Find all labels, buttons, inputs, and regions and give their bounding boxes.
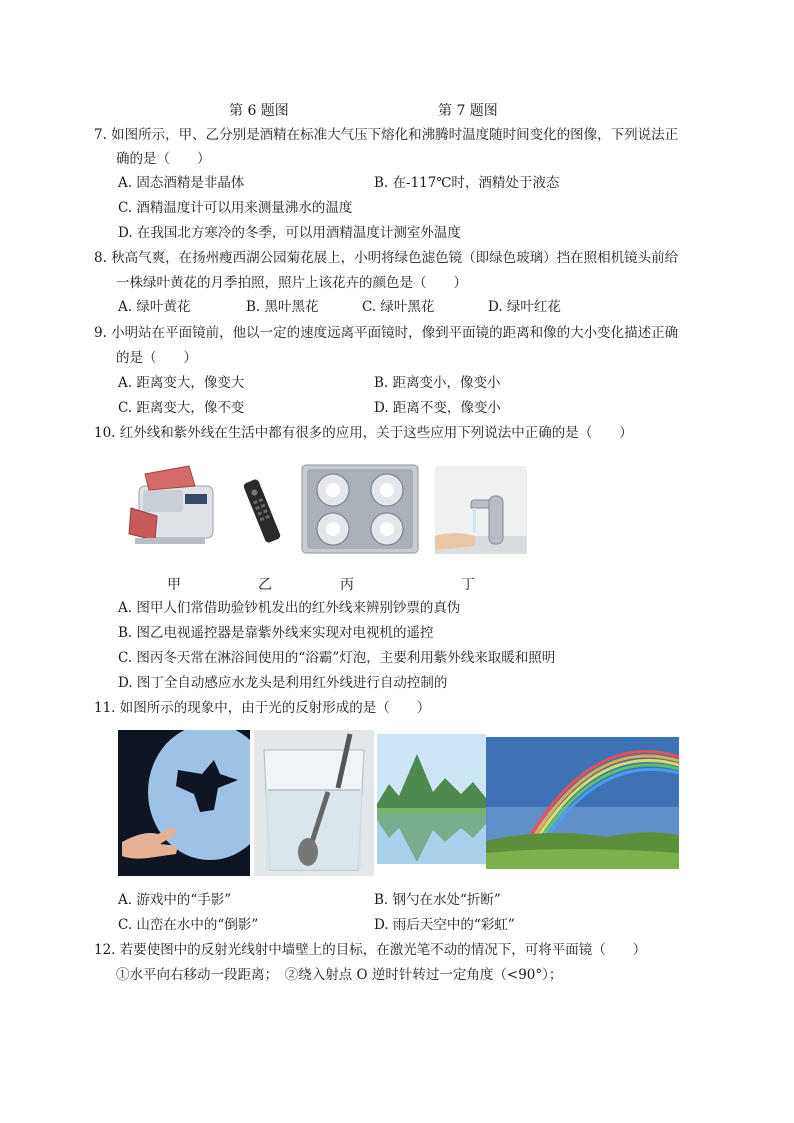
q9-stem-line2: 的是（ ） (116, 350, 197, 366)
q7-option-b: B. 在-117℃时，酒精处于液态 (374, 175, 560, 191)
q10-label-ding: 丁 (461, 577, 475, 593)
q7-option-a: A. 固态酒精是非晶体 (118, 175, 245, 191)
q11-option-c: C. 山峦在水中的“倒影” (118, 917, 259, 933)
q7-option-d: D. 在我国北方寒冷的冬季，可以用酒精温度计测室外温度 (118, 225, 461, 241)
rainbow-image (486, 737, 679, 869)
q11-stem: 11. 如图所示的现象中，由于光的反射形成的是（ ） (94, 700, 431, 716)
q10-option-b: B. 图乙电视遥控器是靠紫外线来实现对电视机的遥控 (118, 625, 434, 641)
q10-option-d: D. 图丁全自动感应水龙头是利用红外线进行自动控制的 (118, 675, 448, 691)
sensor-faucet-image (435, 466, 527, 554)
bath-heater-image (298, 463, 422, 556)
q7-stem-line2: 确的是（ ） (116, 151, 211, 167)
currency-counter-image (125, 460, 221, 552)
figure-7-caption: 第 7 题图 (438, 103, 498, 119)
q8-option-b: B. 黑叶黑花 (246, 299, 319, 315)
q8-option-c: C. 绿叶黑花 (362, 299, 435, 315)
mountain-reflection-image (377, 734, 486, 864)
q11-option-d: D. 雨后天空中的“彩虹” (374, 917, 515, 933)
q10-option-c: C. 图丙冬天常在淋浴间使用的“浴霸”灯泡，主要利用紫外线来取暖和照明 (118, 650, 556, 666)
q9-option-a: A. 距离变大，像变大 (118, 375, 245, 391)
figure-6-caption: 第 6 题图 (229, 103, 289, 119)
q12-subline: ①水平向右移动一段距离； ②绕入射点 O 逆时针转过一定角度（<90°）； (116, 967, 563, 983)
q8-option-d: D. 绿叶红花 (488, 299, 561, 315)
q9-stem-line1: 9. 小明站在平面镜前，他以一定的速度远离平面镜时，像到平面镜的距离和像的大小变化描述正确 (94, 325, 679, 341)
q11-option-b: B. 钢勺在水处“折断” (374, 892, 501, 908)
q7-option-c: C. 酒精温度计可以用来测量沸水的温度 (118, 200, 353, 216)
remote-control-image (234, 477, 290, 545)
q11-option-a: A. 游戏中的“手影” (118, 892, 232, 908)
q10-label-jia: 甲 (167, 577, 181, 593)
q7-stem-line1: 7. 如图所示，甲、乙分别是酒精在标准大气压下熔化和沸腾时温度随时间变化的图像，下列说法正 (94, 127, 679, 143)
q8-stem-line2: 一株绿叶黄花的月季拍照，照片上该花卉的颜色是（ ） (116, 275, 467, 291)
q8-option-a: A. 绿叶黄花 (118, 299, 191, 315)
q10-label-yi: 乙 (258, 577, 272, 593)
q12-stem: 12. 若要使图中的反射光线射中墙壁上的目标，在激光笔不动的情况下，可将平面镜（ ） (94, 942, 647, 958)
hand-shadow-image (118, 730, 250, 876)
q9-option-b: B. 距离变小，像变小 (374, 375, 501, 391)
q10-stem: 10. 红外线和紫外线在生活中都有很多的应用，关于这些应用下列说法中正确的是（ ） (94, 425, 633, 441)
q10-label-bing: 丙 (340, 577, 354, 593)
q8-stem-line1: 8. 秋高气爽，在扬州瘦西湖公园菊花展上，小明将绿色滤色镜（即绿色玻璃）挡在照相机镜头前给 (94, 250, 679, 266)
q9-option-d: D. 距离不变，像变小 (374, 400, 501, 416)
q10-option-a: A. 图甲人们常借助验钞机发出的红外线来辨别钞票的真伪 (118, 600, 461, 616)
q9-option-c: C. 距离变大，像不变 (118, 400, 245, 416)
spoon-in-glass-image (254, 730, 374, 876)
